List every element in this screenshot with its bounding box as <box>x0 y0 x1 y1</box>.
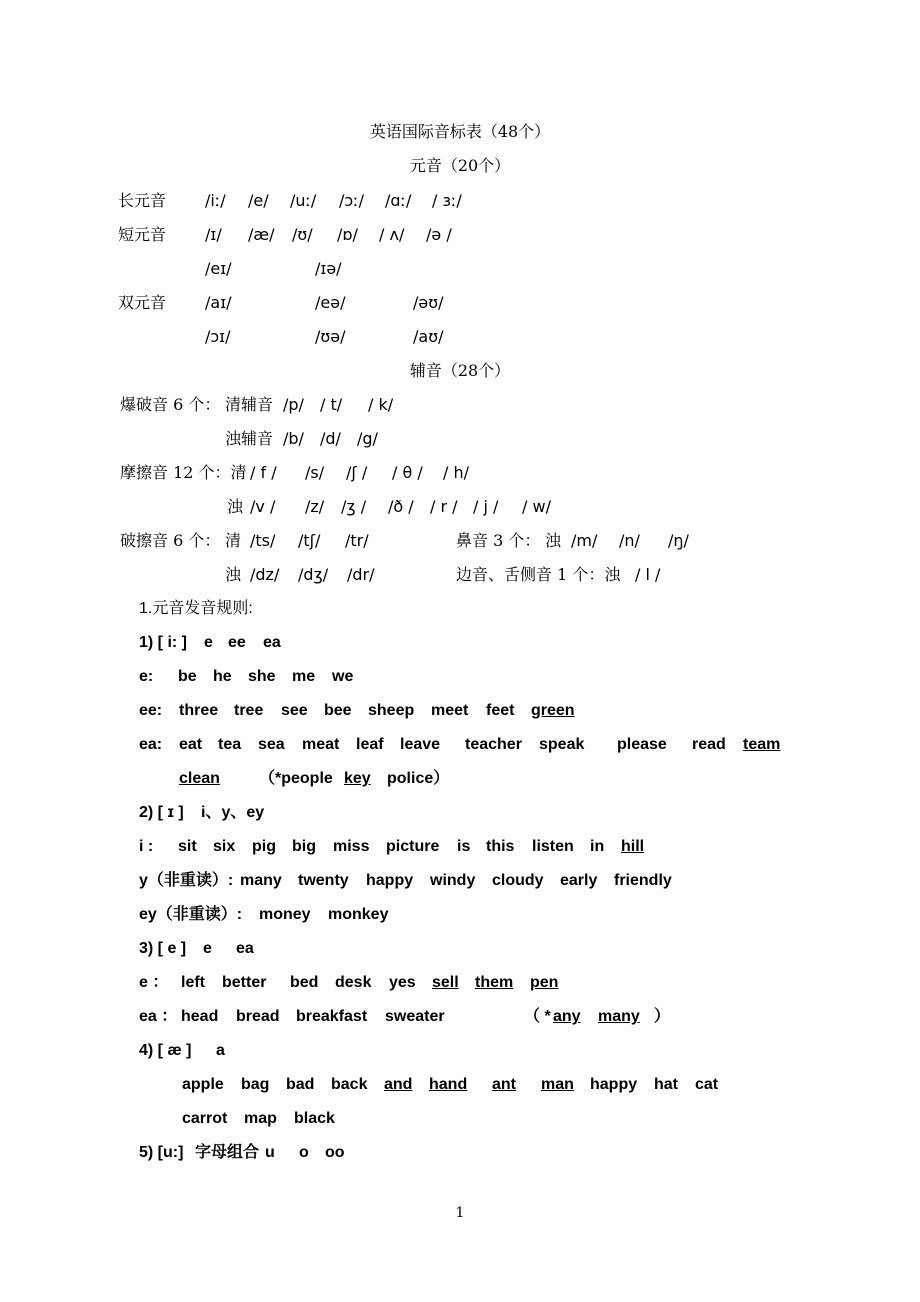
example-word: pig <box>252 838 276 855</box>
diphthongs-label: 双元音 <box>118 293 167 312</box>
rule-heading: 1) [ i: ] <box>139 634 187 651</box>
example-word: tea <box>218 736 242 753</box>
letter-combo: i、y、ey <box>201 804 265 821</box>
example-word: back <box>331 1076 368 1093</box>
example-word: yes <box>389 974 416 991</box>
example-word: big <box>292 838 316 855</box>
note-text: ） <box>654 1008 671 1025</box>
example-word: left <box>181 974 205 991</box>
ipa-symbol: /ð / <box>388 497 414 516</box>
ipa-symbol: / l / <box>635 565 661 584</box>
fricatives-label: 摩擦音 12 个：清 <box>120 463 247 482</box>
ipa-symbol: /b/ <box>283 429 304 448</box>
ipa-symbol: /tʃ/ <box>298 531 321 550</box>
letter-combo: o <box>299 1144 309 1161</box>
example-word: better <box>222 974 267 991</box>
word-label: ee: <box>139 702 163 719</box>
ipa-symbol: /ʃ / <box>346 463 368 482</box>
example-word: sweater <box>385 1008 445 1025</box>
ipa-symbol: / f / <box>250 463 277 482</box>
rule-1-ee-row <box>0 696 920 726</box>
rule-1-ea-row <box>0 730 920 760</box>
example-word: read <box>692 736 726 753</box>
example-word: six <box>213 838 236 855</box>
example-word: bee <box>324 702 352 719</box>
ipa-symbol: /ə / <box>426 225 452 244</box>
letter-combo: a <box>216 1042 225 1059</box>
letter-combo: u <box>265 1144 275 1161</box>
diphthongs-row-3 <box>0 322 920 352</box>
example-word: hat <box>654 1076 678 1093</box>
example-word: please <box>617 736 667 753</box>
example-word: man <box>541 1076 574 1093</box>
ipa-symbol: /n/ <box>619 531 640 550</box>
ipa-symbol: / k/ <box>368 395 394 414</box>
example-word: meat <box>302 736 340 753</box>
ipa-symbol: /dr/ <box>347 565 375 584</box>
example-word: sit <box>178 838 197 855</box>
example-word: bread <box>236 1008 280 1025</box>
rule-2-i-row <box>0 832 920 862</box>
ipa-symbol: /əʊ/ <box>413 293 444 312</box>
page-title: 英语国际音标表（48个） <box>369 122 551 141</box>
example-word: three <box>179 702 219 719</box>
example-word: black <box>294 1110 335 1127</box>
voiced-label: 浊 <box>545 531 562 550</box>
rules-heading-row <box>0 594 920 624</box>
example-word: cat <box>695 1076 719 1093</box>
example-word: we <box>332 668 354 685</box>
ipa-symbol: /m/ <box>571 531 598 550</box>
rule-2-heading-row <box>0 798 920 828</box>
page-number: 1 <box>455 1205 465 1221</box>
example-word: is <box>457 838 471 855</box>
ipa-symbol: /ŋ/ <box>668 531 689 550</box>
voiced-label: 浊 <box>225 565 242 584</box>
word-label: ea ： <box>139 1008 178 1025</box>
example-word: key <box>344 770 371 787</box>
example-word: be <box>178 668 197 685</box>
letter-combo: ea <box>236 940 254 957</box>
word-label: y（非重读）: <box>139 872 234 889</box>
example-word: monkey <box>328 906 389 923</box>
rule-1-ea-row-2 <box>0 764 920 794</box>
rule-heading: 2) [ ɪ ] <box>139 804 184 821</box>
example-word: sell <box>432 974 459 991</box>
example-word: green <box>531 702 575 719</box>
example-word: and <box>384 1076 413 1093</box>
example-word: feet <box>486 702 515 719</box>
letter-combo: ee <box>228 634 246 651</box>
example-word: she <box>248 668 276 685</box>
rules-heading: 1.元音发音规则: <box>139 600 253 617</box>
example-word: eat <box>179 736 203 753</box>
example-word: me <box>292 668 316 685</box>
ipa-symbol: /aɪ/ <box>205 293 232 312</box>
ipa-symbol: /ɒ/ <box>337 225 358 244</box>
ipa-symbol: /ɑː/ <box>385 191 412 210</box>
example-word: team <box>743 736 781 753</box>
example-word: he <box>213 668 232 685</box>
example-word: see <box>281 702 308 719</box>
ipa-symbol: / j / <box>473 497 499 516</box>
example-word: teacher <box>465 736 522 753</box>
ipa-symbol: /aʊ/ <box>413 327 444 346</box>
example-word: sea <box>258 736 285 753</box>
example-word: cloudy <box>492 872 544 889</box>
example-word: leave <box>400 736 441 753</box>
example-word: friendly <box>614 872 672 889</box>
nasals-label: 鼻音 3 个： <box>456 531 541 550</box>
rule-5-heading-row <box>0 1138 920 1168</box>
ipa-symbol: /dʒ/ <box>298 565 329 584</box>
fricatives-voiced-row <box>0 492 920 522</box>
plosives-label: 爆破音 6 个： <box>120 395 221 414</box>
rule-1-e-row <box>0 662 920 692</box>
example-word: police） <box>387 770 450 787</box>
example-word: sheep <box>368 702 415 719</box>
word-label: ea: <box>139 736 163 753</box>
short-vowels-label: 短元音 <box>118 225 167 244</box>
ipa-symbol: /g/ <box>357 429 378 448</box>
ipa-symbol: /ʊ/ <box>292 225 313 244</box>
plosives-voiced-row <box>0 424 920 454</box>
rule-4-words-row <box>0 1070 920 1100</box>
example-word: tree <box>234 702 264 719</box>
voiced-label: 浊 <box>227 497 244 516</box>
ipa-symbol: /dz/ <box>250 565 280 584</box>
example-word: hand <box>429 1076 468 1093</box>
example-word: apple <box>182 1076 224 1093</box>
ipa-symbol: /s/ <box>305 463 325 482</box>
long-vowels-row <box>0 186 920 216</box>
diphthongs-row-2 <box>0 288 920 318</box>
ipa-symbol: /eɪ/ <box>205 259 232 278</box>
ipa-symbol: /iː/ <box>205 191 226 210</box>
example-word: speak <box>539 736 585 753</box>
ipa-symbol: /v / <box>250 497 276 516</box>
ipa-symbol: / r / <box>430 497 458 516</box>
example-word: them <box>475 974 514 991</box>
example-word: listen <box>532 838 574 855</box>
ipa-symbol: /e/ <box>248 191 269 210</box>
letter-combo-label: 字母组合 <box>195 1144 260 1161</box>
rule-1-heading-row <box>0 628 920 658</box>
example-word: desk <box>335 974 372 991</box>
ipa-symbol: / w/ <box>522 497 551 516</box>
affricates-label: 破擦音 6 个： <box>120 531 221 550</box>
example-word: many <box>240 872 282 889</box>
rule-2-ey-row <box>0 900 920 930</box>
rule-heading: 4) [ æ ] <box>139 1042 192 1059</box>
short-vowels-row <box>0 220 920 250</box>
example-word: ant <box>492 1076 516 1093</box>
fricatives-row <box>0 458 920 488</box>
example-word: money <box>259 906 311 923</box>
ipa-symbol: / h/ <box>443 463 470 482</box>
long-vowels-label: 长元音 <box>118 191 167 210</box>
example-word: in <box>590 838 605 855</box>
word-label: e: <box>139 668 154 685</box>
affricates-voiced-row <box>0 560 920 590</box>
example-word: picture <box>386 838 440 855</box>
example-word: bad <box>286 1076 315 1093</box>
example-word: happy <box>590 1076 638 1093</box>
ipa-symbol: /ts/ <box>250 531 276 550</box>
rule-3-e-row <box>0 968 920 998</box>
example-word: this <box>486 838 515 855</box>
example-word: clean <box>179 770 220 787</box>
note-text: （ * <box>524 1008 551 1025</box>
ipa-symbol: /z/ <box>305 497 325 516</box>
word-label: ey（非重读）: <box>139 906 243 923</box>
ipa-symbol: / ʌ/ <box>379 225 405 244</box>
example-word: windy <box>430 872 476 889</box>
example-word: pen <box>530 974 559 991</box>
ipa-symbol: / θ / <box>392 463 423 482</box>
ipa-symbol: /uː/ <box>290 191 317 210</box>
laterals-label: 边音、舌侧音 1 个：浊 <box>456 565 621 584</box>
rule-2-y-row <box>0 866 920 896</box>
ipa-symbol: /eə/ <box>315 293 346 312</box>
ipa-symbol: /d/ <box>320 429 341 448</box>
ipa-symbol: /ʊə/ <box>315 327 346 346</box>
example-word: hill <box>621 838 645 855</box>
example-word: bag <box>241 1076 270 1093</box>
plosives-row <box>0 390 920 420</box>
letter-combo: oo <box>325 1144 345 1161</box>
example-word: miss <box>333 838 370 855</box>
example-word: many <box>598 1008 640 1025</box>
example-word: breakfast <box>296 1008 368 1025</box>
ipa-symbol: /ɔɪ/ <box>205 327 231 346</box>
affricates-row <box>0 526 920 556</box>
example-word: （*people <box>259 770 333 787</box>
ipa-symbol: /tr/ <box>345 531 369 550</box>
letter-combo: e <box>204 634 213 651</box>
example-word: any <box>553 1008 581 1025</box>
rule-3-ea-row <box>0 1002 920 1032</box>
example-word: bed <box>290 974 319 991</box>
diphthongs-row-1 <box>0 254 920 284</box>
ipa-symbol: /ɔː/ <box>339 191 364 210</box>
ipa-symbol: /ɪ/ <box>205 225 222 244</box>
example-word: early <box>560 872 598 889</box>
voiceless-label: 清辅音 <box>225 395 274 414</box>
example-word: head <box>181 1008 219 1025</box>
ipa-symbol: /ʒ / <box>341 497 367 516</box>
word-label: i : <box>139 838 154 855</box>
rule-heading: 3) [ e ] <box>139 940 187 957</box>
example-word: leaf <box>356 736 384 753</box>
voiceless-label: 清 <box>225 531 242 550</box>
letter-combo: ea <box>263 634 281 651</box>
example-word: happy <box>366 872 414 889</box>
example-word: map <box>244 1110 277 1127</box>
ipa-symbol: /ɪə/ <box>315 259 342 278</box>
letter-combo: e <box>203 940 212 957</box>
rule-4-words-row-2 <box>0 1104 920 1134</box>
example-word: meet <box>431 702 469 719</box>
consonants-heading: 辅音（28个） <box>409 361 511 380</box>
rule-heading: 5) [u:] <box>139 1144 184 1161</box>
rule-3-heading-row <box>0 934 920 964</box>
rule-4-heading-row <box>0 1036 920 1066</box>
voiced-label: 浊辅音 <box>225 429 274 448</box>
ipa-symbol: /p/ <box>283 395 304 414</box>
ipa-symbol: /æ/ <box>248 225 275 244</box>
ipa-symbol: / t/ <box>320 395 343 414</box>
word-label: e ： <box>139 974 169 991</box>
example-word: twenty <box>298 872 349 889</box>
ipa-symbol: / ɜː/ <box>432 191 462 210</box>
vowels-heading: 元音（20个） <box>409 156 511 175</box>
example-word: carrot <box>182 1110 228 1127</box>
